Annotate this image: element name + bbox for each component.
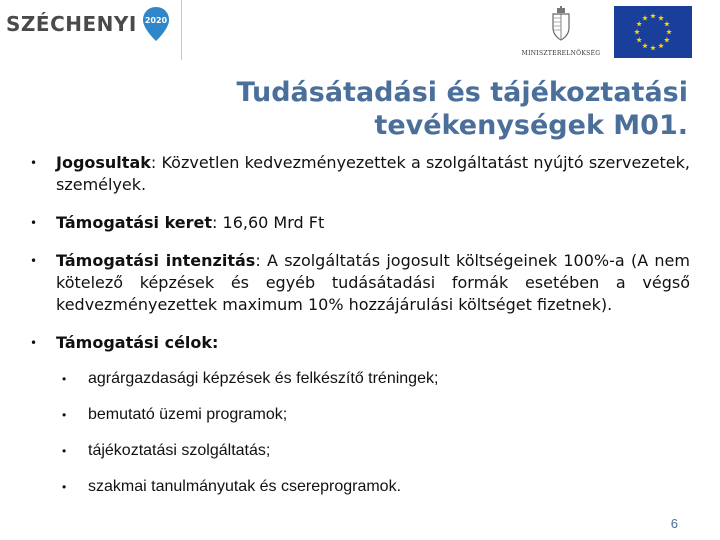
bullet-label: Támogatási célok: <box>56 333 219 352</box>
ministry-label: MINISZTERELNÖKSÉG <box>521 50 601 57</box>
bullet-label: Jogosultak <box>56 153 151 172</box>
sub-bullet-dot: • <box>62 480 67 494</box>
slide-content <box>30 152 690 512</box>
sub-bullet-dot: • <box>62 372 67 386</box>
szechenyi-year: 2020 <box>144 16 167 25</box>
bullet-dot: • <box>30 254 38 268</box>
sub-bullet-text: tájékoztatási szolgáltatás; <box>88 442 271 459</box>
bullet-text: : 16,60 Mrd Ft <box>212 213 325 232</box>
hungarian-coat-of-arms-icon <box>520 6 602 48</box>
ministry-logo <box>520 6 602 58</box>
bullet-label: Támogatási intenzitás <box>56 251 256 270</box>
sub-bullet-dot: • <box>62 444 67 458</box>
bullet-dot: • <box>30 156 38 170</box>
bullet-tamogatasi-celok <box>30 332 690 354</box>
bullet-jogosultak <box>30 152 690 196</box>
location-pin-icon <box>141 6 171 42</box>
bullet-dot: • <box>30 216 38 230</box>
sub-bullet-text: agrárgazdasági képzések és felkészítő tréningek; <box>88 370 439 387</box>
bullet-tamogatasi-keret <box>30 212 690 234</box>
bullet-dot: • <box>30 336 38 350</box>
sub-bullet-text: bemutató üzemi programok; <box>88 406 288 423</box>
sub-bullet-item <box>62 368 690 404</box>
page-number: 6 <box>670 516 678 531</box>
sub-bullet-text: szakmai tanulmányutak és csereprogramok. <box>88 478 402 495</box>
bullet-text: : Közvetlen kedvezményezettek a szolgáltatást nyújtó szervezetek, személyek. <box>56 153 690 194</box>
szechenyi-wordmark: SZÉCHENYI <box>6 12 137 36</box>
bullet-label: Támogatási keret <box>56 213 213 232</box>
slide-title <box>128 76 688 142</box>
szechenyi-2020-logo <box>6 6 171 42</box>
eu-flag-icon <box>614 6 692 58</box>
bullet-text: : A szolgáltatás jogosult költségeinek 100%-a (A nem kötelező képzések és egyéb tudásátadási formák esetében a végső kedvezményezettek maximum 10% hozzájárulási költséget fizetnek). <box>56 251 690 314</box>
sub-bullet-item <box>62 476 690 512</box>
bullet-tamogatasi-intenzitas <box>30 250 690 316</box>
slide-title-line-1: Tudásátadási és tájékoztatási <box>236 77 688 108</box>
sub-bullet-item <box>62 440 690 476</box>
sub-bullet-dot: • <box>62 408 67 422</box>
slide-title-line-2: tevékenységek M01. <box>374 110 688 141</box>
header-divider <box>181 0 182 60</box>
sub-bullet-item <box>62 404 690 440</box>
